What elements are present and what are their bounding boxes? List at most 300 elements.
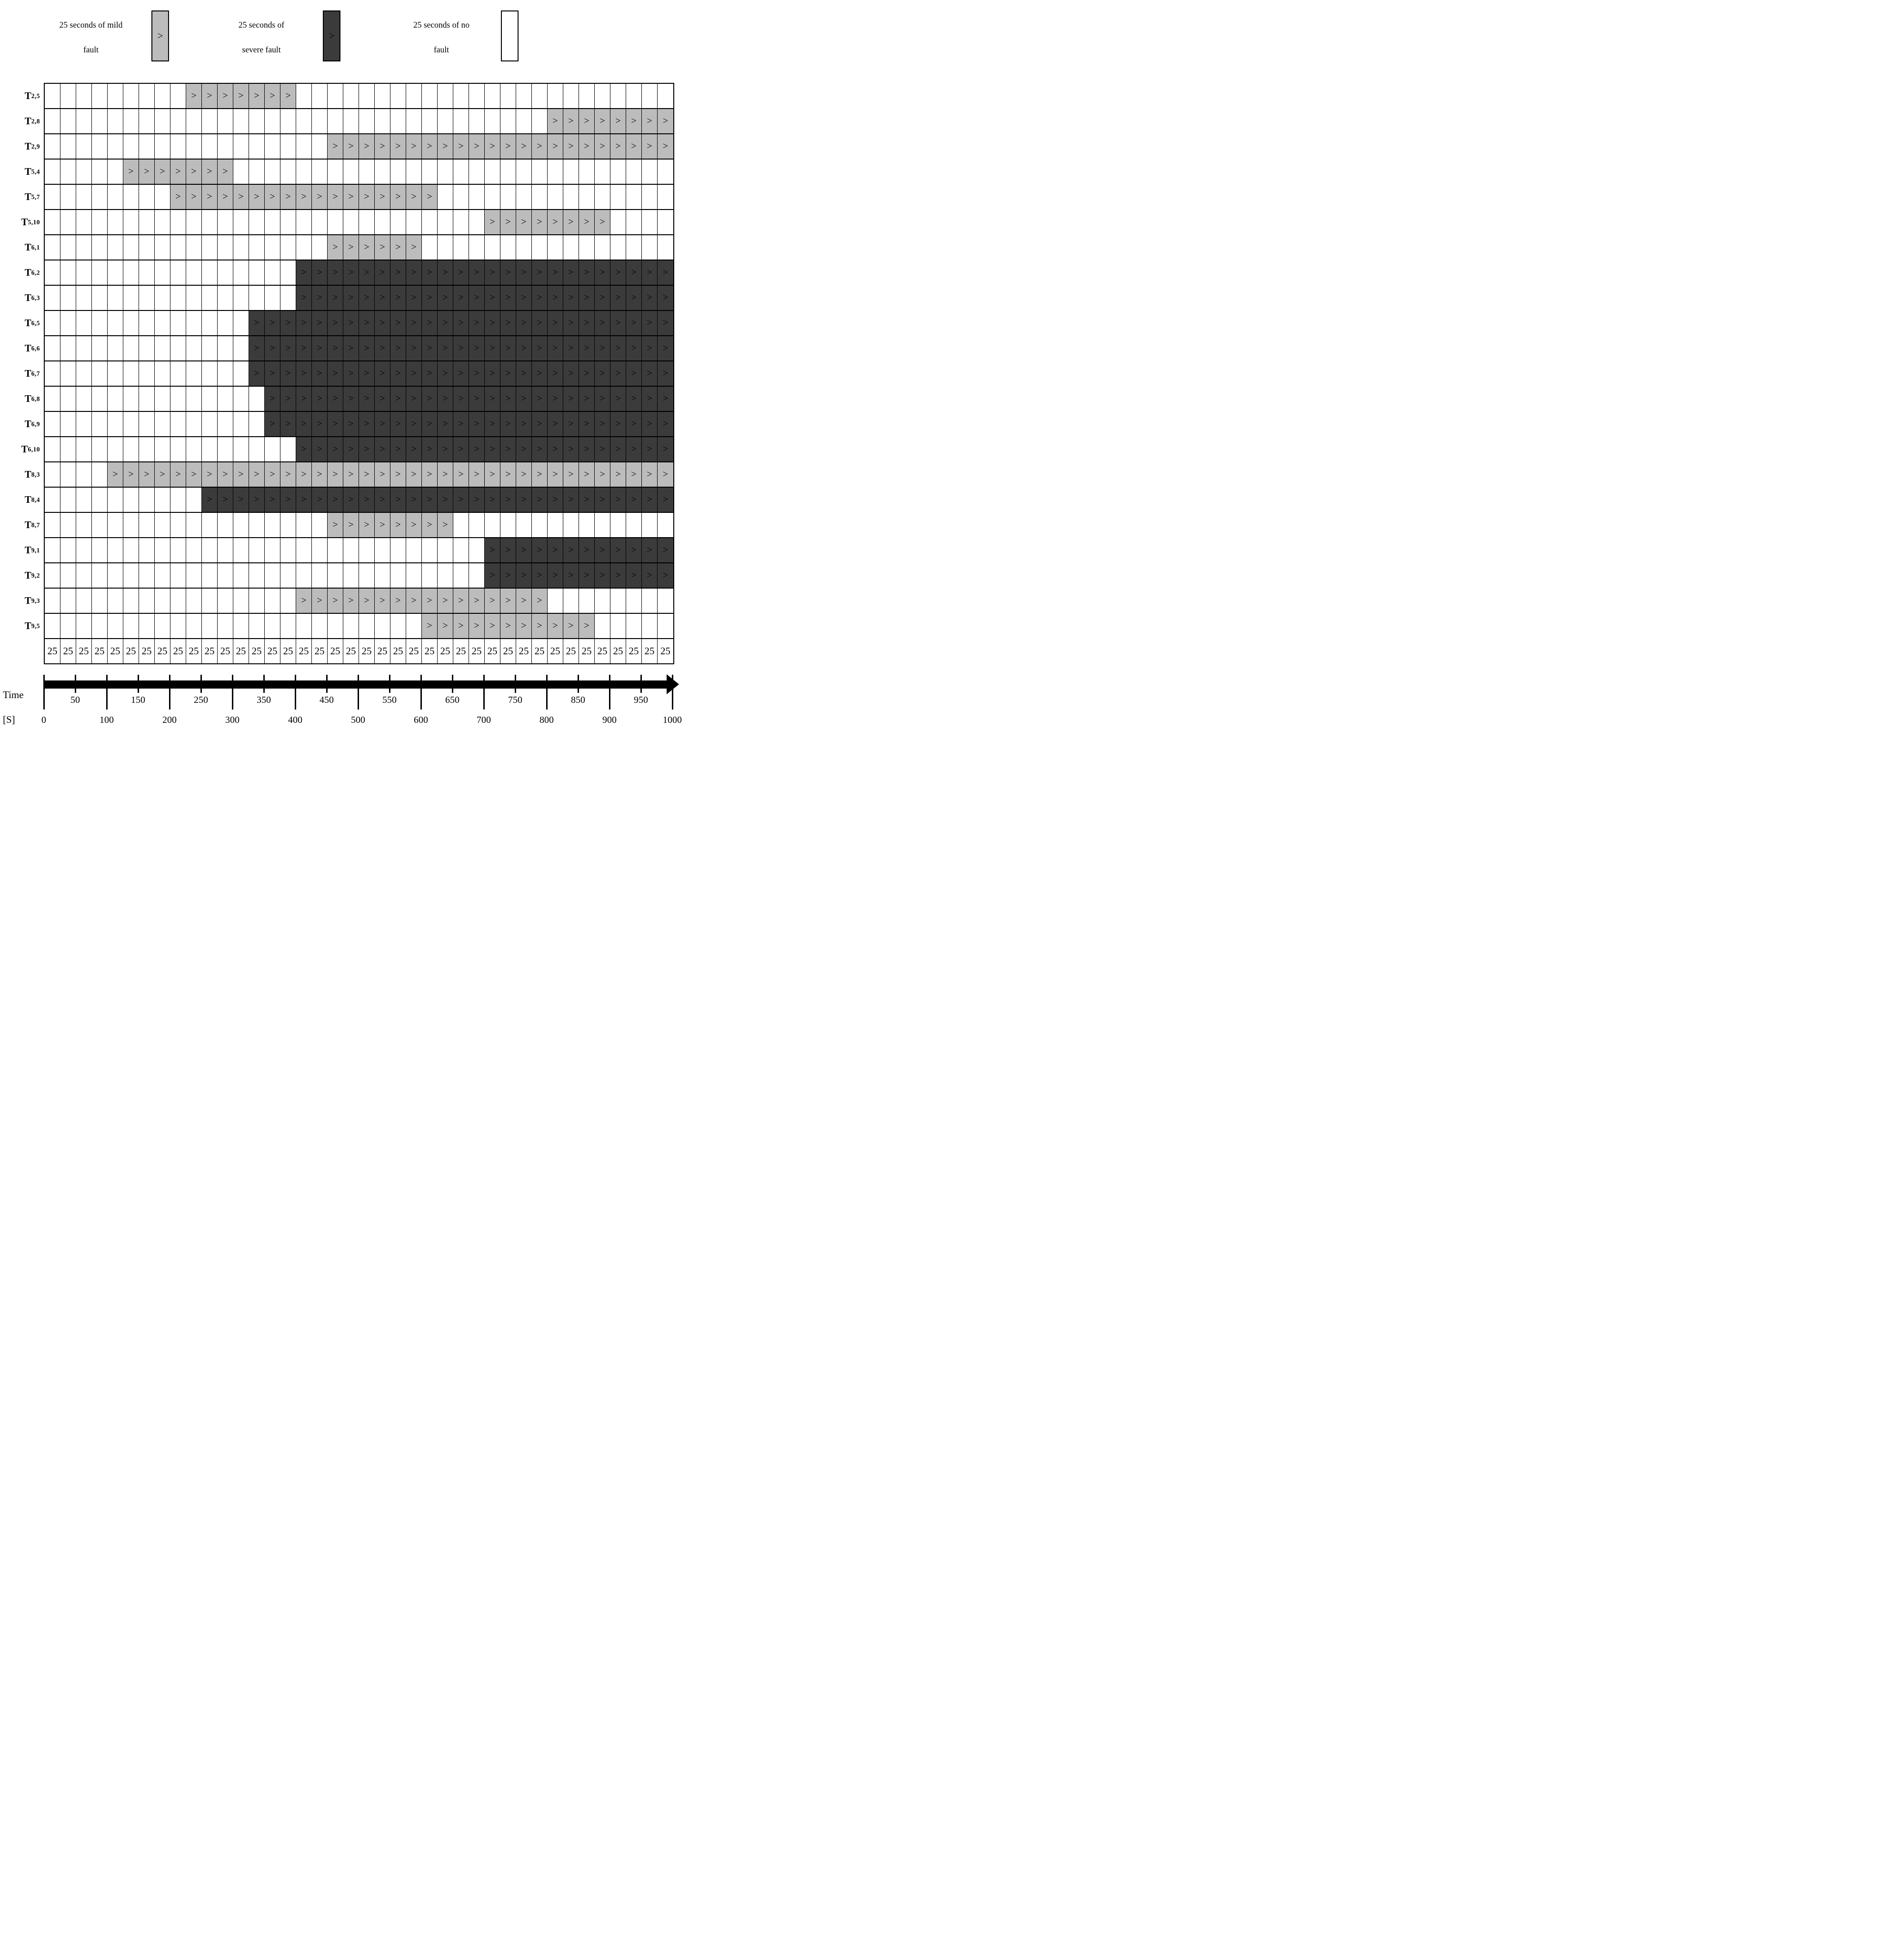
fault-symbol: >	[505, 318, 511, 328]
cell-T5,4-50s	[76, 160, 92, 184]
duration-cell: 25	[218, 639, 233, 663]
fault-symbol: >	[647, 545, 652, 555]
tick-label-450: 450	[319, 695, 334, 705]
cell-T9,3-925s	[626, 589, 642, 613]
cell-T6,5-850s	[579, 311, 595, 335]
cell-T8,3-700s	[485, 462, 500, 487]
fault-symbol: >	[647, 469, 652, 480]
cell-T5,7-250s	[202, 185, 218, 209]
cell-T6,5-525s	[375, 311, 390, 335]
cell-T6,1-625s	[438, 235, 453, 260]
cell-T2,9-700s	[485, 134, 500, 159]
cell-T2,5-675s	[469, 84, 485, 108]
cell-T8,3-0s	[45, 462, 60, 487]
fault-symbol: >	[568, 267, 574, 278]
cell-T9,1-450s	[328, 538, 343, 562]
fault-symbol: >	[332, 469, 338, 480]
fault-symbol: >	[584, 393, 589, 404]
fault-symbol: >	[647, 343, 652, 353]
legend-label-none-line2: fault	[433, 45, 449, 54]
fault-grid	[21, 83, 674, 664]
cell-T8,4-475s	[343, 488, 359, 512]
fault-symbol: >	[568, 469, 574, 480]
cell-T2,5-150s	[139, 84, 155, 108]
cell-T6,7-825s	[563, 361, 579, 386]
cell-T6,1-150s	[139, 235, 155, 260]
fault-symbol: >	[285, 419, 291, 429]
fault-symbol: >	[427, 419, 432, 429]
fault-symbol: >	[348, 242, 354, 252]
legend-label-mild-line1: 25 seconds of mild	[59, 20, 123, 30]
cell-T9,1-900s	[610, 538, 626, 562]
cell-T6,1-575s	[406, 235, 422, 260]
cell-T6,2-900s	[610, 260, 626, 285]
cell-T6,8-800s	[548, 387, 563, 411]
fault-symbol: >	[332, 292, 338, 303]
cell-T2,5-375s	[280, 84, 296, 108]
cell-T6,7-650s	[453, 361, 469, 386]
duration-cell: 25	[642, 639, 658, 663]
fault-symbol: >	[411, 343, 417, 353]
fault-symbol: >	[301, 292, 307, 303]
fault-symbol: >	[207, 469, 212, 480]
cell-T6,3-425s	[312, 286, 328, 310]
duration-cell: 25	[626, 639, 642, 663]
fault-symbol: >	[427, 343, 432, 353]
fault-symbol: >	[474, 393, 479, 404]
row-label-T9,2: T 9,2	[24, 570, 40, 581]
fault-symbol: >	[505, 545, 511, 555]
cell-T6,9-875s	[595, 412, 610, 436]
cell-T6,9-250s	[202, 412, 218, 436]
cell-T6,5-650s	[453, 311, 469, 335]
cell-T6,2-750s	[516, 260, 532, 285]
fault-symbol: >	[301, 419, 307, 429]
cell-T6,8-575s	[406, 387, 422, 411]
cell-T9,3-375s	[280, 589, 296, 613]
cell-T9,3-275s	[218, 589, 233, 613]
cell-T5,4-475s	[343, 160, 359, 184]
cell-T6,7-900s	[610, 361, 626, 386]
cell-T2,9-225s	[186, 134, 202, 159]
fault-symbol: >	[584, 267, 589, 278]
cell-T8,3-125s	[123, 462, 139, 487]
fault-symbol: >	[411, 393, 417, 404]
cell-T6,3-675s	[469, 286, 485, 310]
fault-symbol: >	[427, 620, 432, 631]
cell-T8,3-225s	[186, 462, 202, 487]
duration-cell: 25	[469, 639, 485, 663]
cell-T9,3-950s	[642, 589, 658, 613]
cell-T8,4-925s	[626, 488, 642, 512]
cell-T8,7-450s	[328, 513, 343, 537]
fault-symbol: >	[662, 545, 669, 555]
cell-T5,7-725s	[500, 185, 516, 209]
fault-symbol: >	[427, 318, 432, 328]
cell-T2,5-600s	[422, 84, 438, 108]
fault-symbol: >	[505, 292, 511, 303]
fault-symbol: >	[599, 267, 605, 278]
cell-T6,8-325s	[249, 387, 265, 411]
cell-T6,8-875s	[595, 387, 610, 411]
cell-T6,5-200s	[170, 311, 186, 335]
row-label-T6,2: T 6,2	[24, 267, 40, 278]
cell-T8,4-275s	[218, 488, 233, 512]
cell-T5,10-300s	[233, 210, 249, 234]
row-label-T8,4: T 8,4	[24, 494, 40, 505]
fault-symbol: >	[662, 267, 669, 278]
fault-symbol: >	[458, 141, 464, 151]
cell-T9,5-525s	[375, 614, 390, 638]
duration-cell: 25	[186, 639, 202, 663]
cell-T6,6-225s	[186, 336, 202, 360]
cell-T5,10-350s	[265, 210, 280, 234]
cell-T8,4-250s	[202, 488, 218, 512]
fault-symbol: >	[301, 191, 307, 202]
cell-T8,4-175s	[155, 488, 170, 512]
cell-T6,10-900s	[610, 437, 626, 461]
cell-T5,4-775s	[532, 160, 548, 184]
cell-T6,9-200s	[170, 412, 186, 436]
cell-T6,7-300s	[233, 361, 249, 386]
grid-row-T6,5	[24, 311, 673, 336]
fault-symbol: >	[599, 141, 605, 151]
fault-symbol: >	[568, 545, 574, 555]
cell-T8,7-650s	[453, 513, 469, 537]
cell-T6,9-375s	[280, 412, 296, 436]
tick-label-850: 850	[571, 695, 585, 705]
cell-T6,3-275s	[218, 286, 233, 310]
cell-T6,5-150s	[139, 311, 155, 335]
cell-T6,3-650s	[453, 286, 469, 310]
fault-symbol: >	[332, 191, 338, 202]
cell-T6,7-750s	[516, 361, 532, 386]
cell-T6,3-300s	[233, 286, 249, 310]
fault-symbol: >	[285, 469, 291, 480]
fault-symbol: >	[364, 242, 369, 252]
fault-symbol: >	[584, 141, 589, 151]
cell-T6,3-375s	[280, 286, 296, 310]
fault-symbol: >	[584, 116, 589, 126]
cell-T9,1-100s	[108, 538, 123, 562]
fault-symbol: >	[474, 141, 479, 151]
cell-T8,4-300s	[233, 488, 249, 512]
fault-symbol: >	[537, 545, 542, 555]
cell-T5,7-525s	[375, 185, 390, 209]
fault-symbol: >	[411, 520, 417, 530]
fault-symbol: >	[332, 267, 338, 278]
fault-symbol: >	[427, 469, 432, 480]
fault-symbol: >	[364, 393, 369, 404]
legend-label-severe-line2: severe fault	[242, 45, 281, 54]
cell-T8,7-0s	[45, 513, 60, 537]
cell-T6,2-800s	[548, 260, 563, 285]
cell-T6,5-425s	[312, 311, 328, 335]
cell-T6,6-150s	[139, 336, 155, 360]
cell-T6,7-875s	[595, 361, 610, 386]
cell-T6,1-950s	[642, 235, 658, 260]
cell-T6,1-100s	[108, 235, 123, 260]
fault-symbol: >	[474, 318, 479, 328]
cell-T5,7-650s	[453, 185, 469, 209]
cell-T2,8-600s	[422, 109, 438, 133]
fault-symbol: >	[395, 419, 401, 429]
fault-symbol: >	[537, 368, 542, 379]
cell-T8,7-100s	[108, 513, 123, 537]
fault-symbol: >	[270, 419, 275, 429]
cell-T6,2-725s	[500, 260, 516, 285]
fault-symbol: >	[568, 494, 574, 505]
cell-T6,9-50s	[76, 412, 92, 436]
cell-T2,8-300s	[233, 109, 249, 133]
fault-symbol: >	[615, 494, 621, 505]
fault-symbol: >	[395, 267, 401, 278]
cell-T6,6-700s	[485, 336, 500, 360]
fault-symbol: >	[631, 494, 637, 505]
cell-T6,5-800s	[548, 311, 563, 335]
cell-T8,7-50s	[76, 513, 92, 537]
cell-T5,4-400s	[296, 160, 312, 184]
fault-symbol: >	[568, 292, 574, 303]
cell-T8,4-850s	[579, 488, 595, 512]
cell-T6,2-0s	[45, 260, 60, 285]
cell-T9,2-50s	[76, 563, 92, 588]
legend-label-none-line1: 25 seconds of no	[413, 20, 470, 30]
cell-T2,5-750s	[516, 84, 532, 108]
fault-symbol: >	[332, 520, 338, 530]
fault-symbol: >	[348, 520, 354, 530]
minor-tick-650	[452, 675, 453, 693]
cell-T6,8-350s	[265, 387, 280, 411]
grid-row-T9,2	[24, 563, 673, 589]
fault-symbol: >	[505, 444, 511, 454]
cell-T2,5-950s	[642, 84, 658, 108]
cell-T8,3-375s	[280, 462, 296, 487]
fault-symbol: >	[505, 343, 511, 353]
cell-T6,3-750s	[516, 286, 532, 310]
cell-T6,5-700s	[485, 311, 500, 335]
cell-T5,4-375s	[280, 160, 296, 184]
cell-T9,5-200s	[170, 614, 186, 638]
duration-cell: 25	[202, 639, 218, 663]
cell-T6,6-625s	[438, 336, 453, 360]
fault-symbol: >	[442, 393, 448, 404]
cell-T6,6-850s	[579, 336, 595, 360]
legend-swatch-mild-fault	[151, 10, 169, 61]
cell-T5,7-275s	[218, 185, 233, 209]
cell-T6,1-825s	[563, 235, 579, 260]
duration-cell: 25	[312, 639, 328, 663]
fault-symbol: >	[474, 595, 479, 606]
cell-T6,5-0s	[45, 311, 60, 335]
cell-T6,1-225s	[186, 235, 202, 260]
cell-T6,8-700s	[485, 387, 500, 411]
fault-symbol: >	[615, 141, 621, 151]
fault-symbol: >	[505, 595, 511, 606]
fault-symbol: >	[395, 469, 401, 480]
duration-cell: 25	[563, 639, 579, 663]
cell-T6,2-200s	[170, 260, 186, 285]
tick-label-800: 800	[539, 715, 554, 725]
tick-label-50: 50	[70, 695, 80, 705]
cell-T6,8-425s	[312, 387, 328, 411]
tick-label-0: 0	[41, 715, 46, 725]
fault-symbol: >	[568, 318, 574, 328]
fault-symbol: >	[270, 90, 275, 101]
cell-T9,1-750s	[516, 538, 532, 562]
fault-symbol: >	[427, 595, 432, 606]
fault-symbol: >	[254, 343, 260, 353]
cell-T6,1-925s	[626, 235, 642, 260]
cell-T9,2-325s	[249, 563, 265, 588]
tick-label-400: 400	[288, 715, 302, 725]
cell-T6,10-225s	[186, 437, 202, 461]
cell-T6,10-875s	[595, 437, 610, 461]
duration-cell: 25	[328, 639, 343, 663]
cell-T6,7-500s	[359, 361, 375, 386]
cell-T6,8-525s	[375, 387, 390, 411]
cell-T2,5-450s	[328, 84, 343, 108]
cell-T9,2-0s	[45, 563, 60, 588]
cell-T8,3-350s	[265, 462, 280, 487]
fault-symbol: >	[537, 217, 542, 227]
cell-T8,7-425s	[312, 513, 328, 537]
cell-T6,2-525s	[375, 260, 390, 285]
cell-T2,9-500s	[359, 134, 375, 159]
fault-symbol: >	[631, 318, 637, 328]
fault-symbol: >	[317, 292, 322, 303]
cell-T5,10-925s	[626, 210, 642, 234]
fault-symbol: >	[615, 419, 621, 429]
cell-T9,2-575s	[406, 563, 422, 588]
cell-T9,3-300s	[233, 589, 249, 613]
fault-symbol: >	[474, 292, 479, 303]
fault-symbol: >	[615, 444, 621, 454]
cell-T9,2-975s	[658, 563, 673, 588]
cell-T8,7-275s	[218, 513, 233, 537]
cell-T6,6-900s	[610, 336, 626, 360]
cell-T6,1-800s	[548, 235, 563, 260]
cell-T6,6-875s	[595, 336, 610, 360]
fault-symbol: >	[332, 242, 338, 252]
fault-symbol: >	[348, 595, 354, 606]
grid-row-T9,3	[24, 589, 673, 614]
fault-symbol: >	[270, 368, 275, 379]
cell-T6,9-950s	[642, 412, 658, 436]
cell-T6,7-425s	[312, 361, 328, 386]
cell-T2,8-675s	[469, 109, 485, 133]
fault-symbol: >	[552, 570, 558, 580]
fault-symbol: >	[442, 444, 448, 454]
cell-T9,2-675s	[469, 563, 485, 588]
cell-T8,7-825s	[563, 513, 579, 537]
cell-T5,10-200s	[170, 210, 186, 234]
cell-T6,9-350s	[265, 412, 280, 436]
fault-symbol: >	[552, 469, 558, 480]
cell-T9,5-925s	[626, 614, 642, 638]
fault-symbol: >	[332, 368, 338, 379]
row-label-T9,3: T 9,3	[24, 595, 40, 606]
cell-T5,4-575s	[406, 160, 422, 184]
cell-T9,5-325s	[249, 614, 265, 638]
fault-symbol: >	[552, 444, 558, 454]
cell-T6,10-700s	[485, 437, 500, 461]
cell-T6,7-150s	[139, 361, 155, 386]
cell-T6,6-600s	[422, 336, 438, 360]
cell-T9,5-725s	[500, 614, 516, 638]
cell-T6,5-575s	[406, 311, 422, 335]
cell-T6,7-600s	[422, 361, 438, 386]
cell-T8,4-550s	[390, 488, 406, 512]
cell-T2,9-475s	[343, 134, 359, 159]
cell-T9,1-150s	[139, 538, 155, 562]
cell-T9,3-500s	[359, 589, 375, 613]
tick-label-150: 150	[131, 695, 145, 705]
cell-T6,9-25s	[60, 412, 76, 436]
cell-T6,6-525s	[375, 336, 390, 360]
cell-T9,3-450s	[328, 589, 343, 613]
cell-T9,1-950s	[642, 538, 658, 562]
fault-symbol: >	[348, 419, 354, 429]
cell-T9,1-475s	[343, 538, 359, 562]
cell-T2,8-525s	[375, 109, 390, 133]
cell-T5,4-300s	[233, 160, 249, 184]
cell-T5,7-150s	[139, 185, 155, 209]
cell-T6,9-275s	[218, 412, 233, 436]
fault-symbol: >	[599, 444, 605, 454]
cell-T6,9-300s	[233, 412, 249, 436]
fault-symbol: >	[647, 444, 652, 454]
fault-symbol: >	[615, 318, 621, 328]
cell-T2,5-850s	[579, 84, 595, 108]
fault-symbol: >	[128, 469, 134, 480]
cell-T6,1-350s	[265, 235, 280, 260]
fault-symbol: >	[489, 292, 495, 303]
fault-symbol: >	[254, 90, 260, 101]
cell-T2,5-275s	[218, 84, 233, 108]
cell-T9,3-675s	[469, 589, 485, 613]
fault-symbol: >	[379, 520, 385, 530]
cell-T6,10-925s	[626, 437, 642, 461]
cell-T6,9-675s	[469, 412, 485, 436]
fault-symbol: >	[301, 318, 307, 328]
cell-T5,7-875s	[595, 185, 610, 209]
fault-symbol: >	[615, 545, 621, 555]
cell-T8,4-700s	[485, 488, 500, 512]
cell-T6,6-450s	[328, 336, 343, 360]
cell-T6,3-150s	[139, 286, 155, 310]
fault-symbol: >	[238, 494, 244, 505]
cell-T5,4-425s	[312, 160, 328, 184]
fault-symbol: >	[647, 318, 652, 328]
cell-T6,5-550s	[390, 311, 406, 335]
fault-symbol: >	[270, 318, 275, 328]
cell-T5,7-925s	[626, 185, 642, 209]
cell-T5,7-175s	[155, 185, 170, 209]
cell-T6,6-775s	[532, 336, 548, 360]
duration-cell: 25	[548, 639, 563, 663]
cell-T6,3-325s	[249, 286, 265, 310]
cell-T6,6-550s	[390, 336, 406, 360]
fault-symbol: >	[411, 444, 417, 454]
cell-T5,4-625s	[438, 160, 453, 184]
grid-row-T9,5	[24, 614, 673, 639]
fault-symbol: >	[348, 444, 354, 454]
cell-T6,6-575s	[406, 336, 422, 360]
cell-T6,9-750s	[516, 412, 532, 436]
major-tick-300	[232, 675, 233, 710]
fault-symbol: >	[631, 419, 637, 429]
